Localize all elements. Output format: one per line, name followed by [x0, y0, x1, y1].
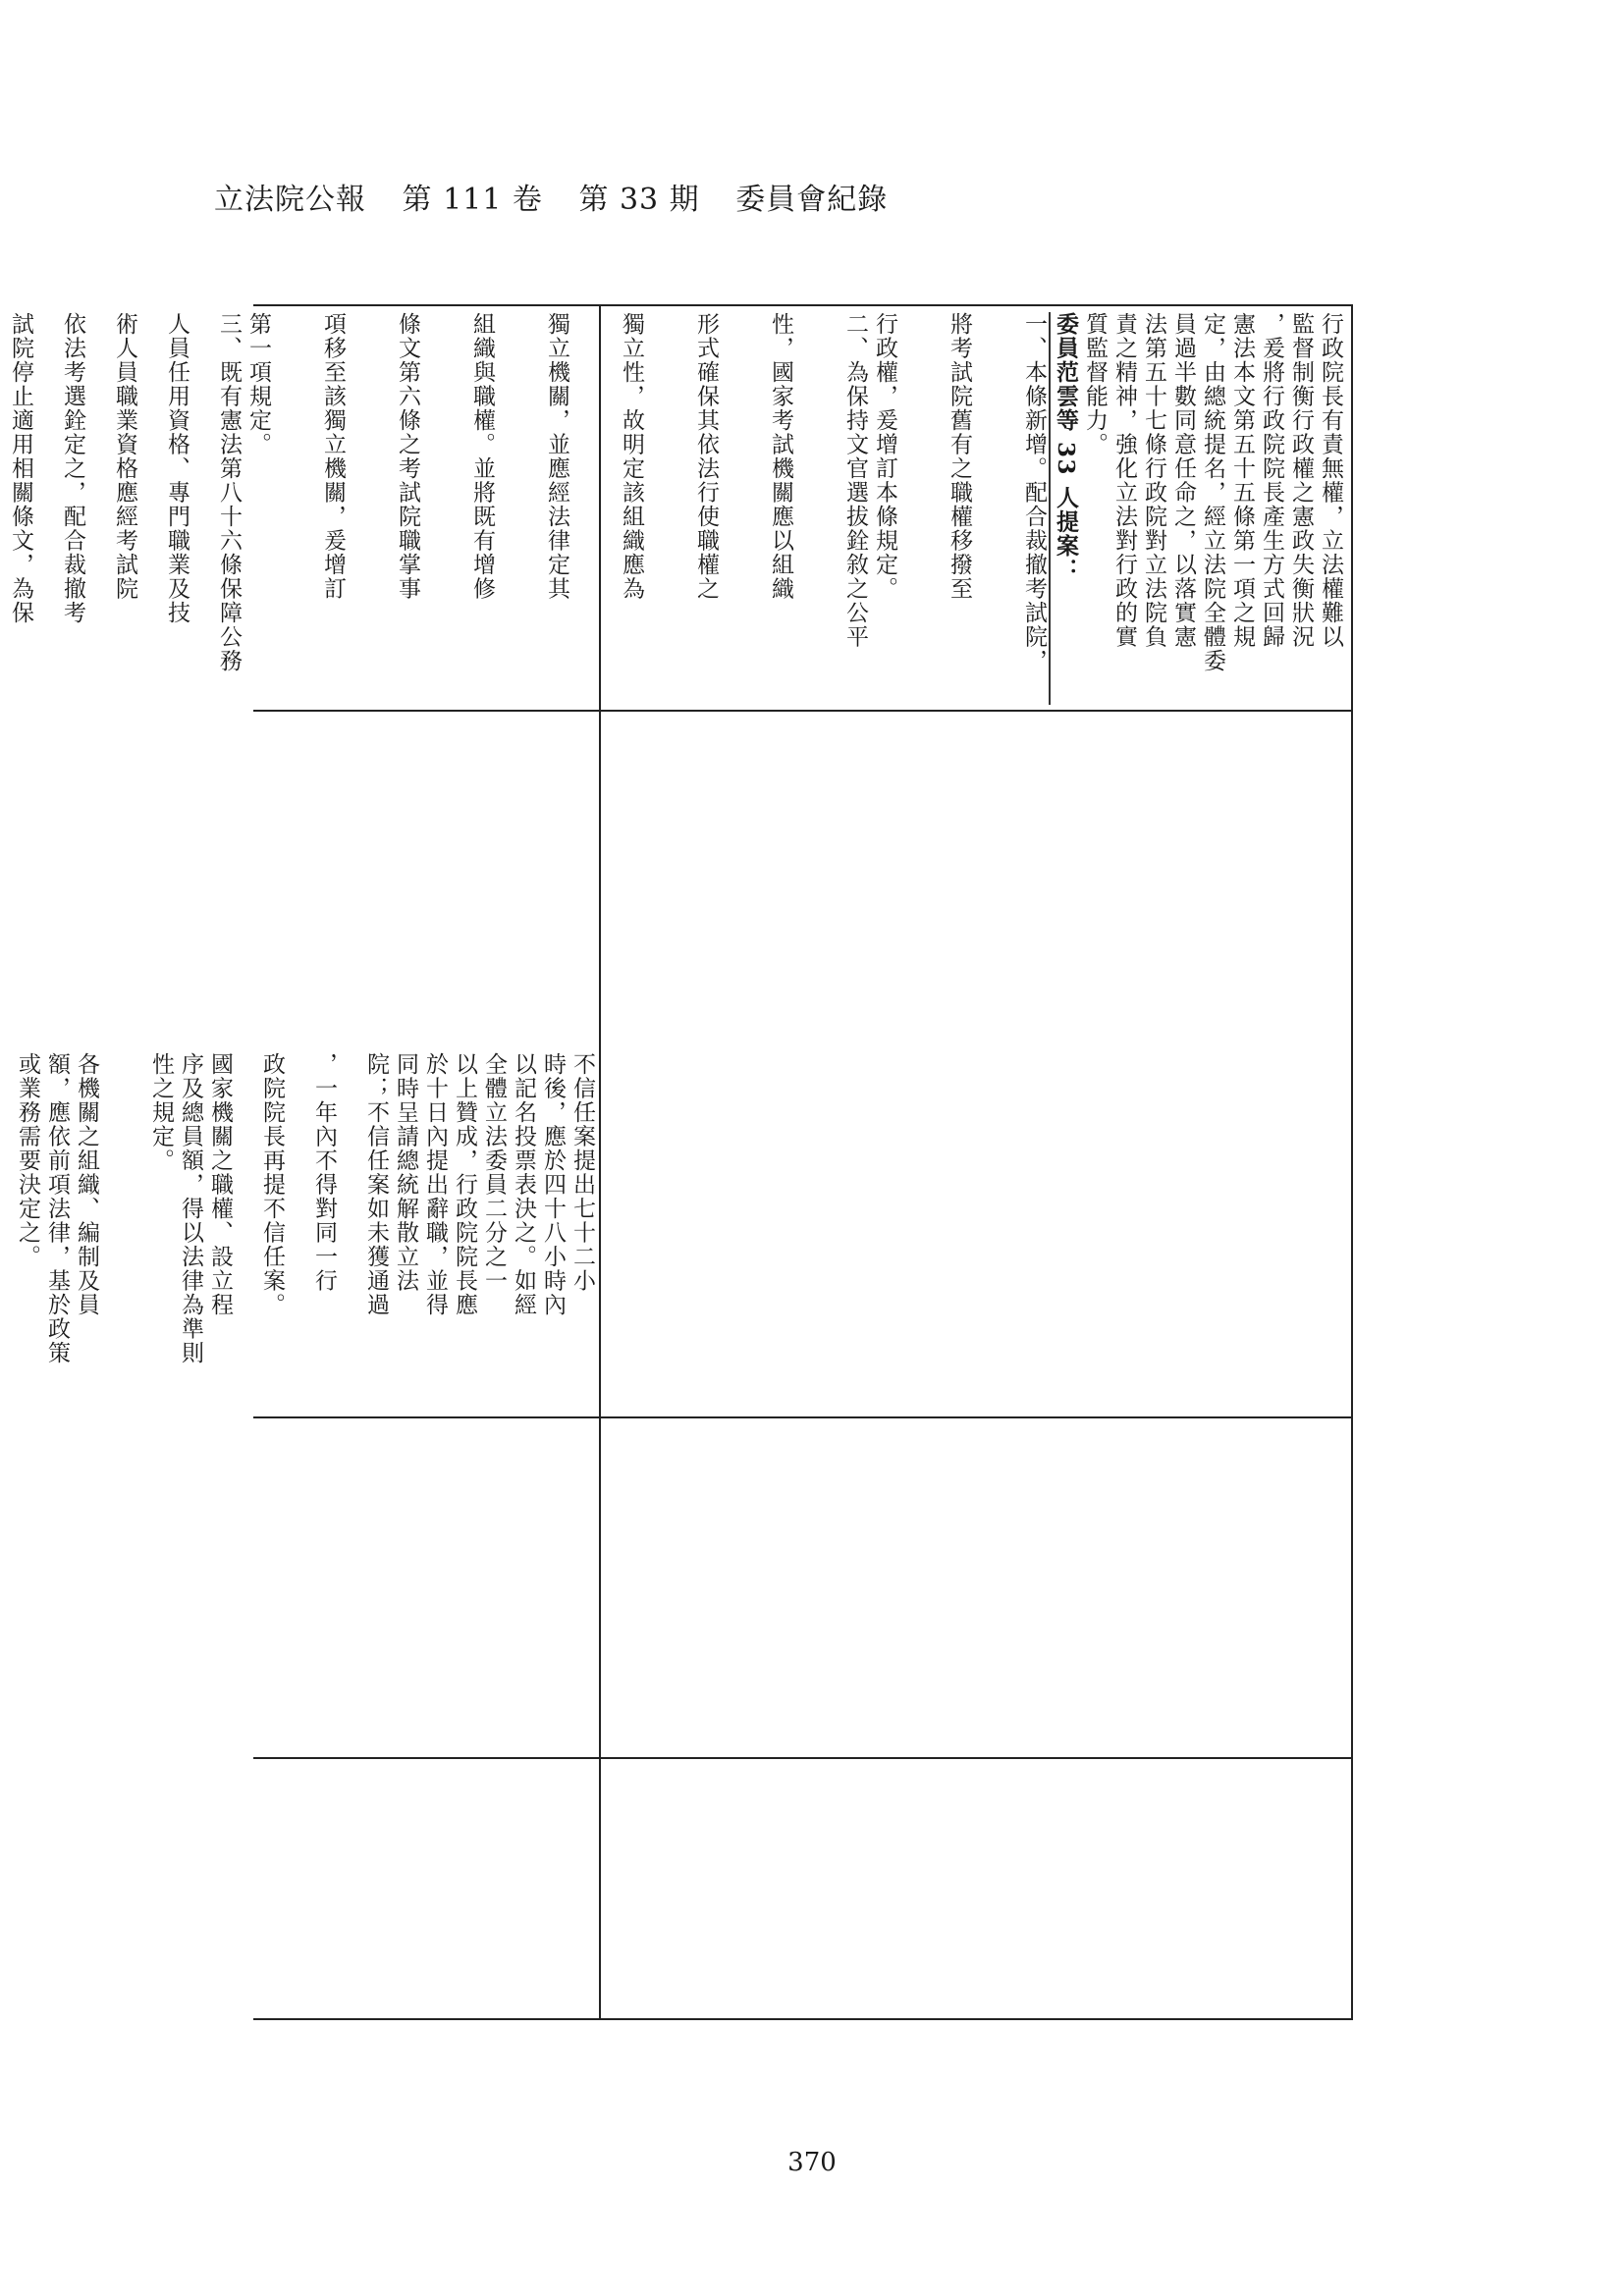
- text-line: ，爰將行政院院長產生方式回歸: [1259, 312, 1284, 649]
- text-line: 於十日內提出辭職，並得: [422, 1052, 448, 1317]
- text-line: 全體立法委員二分之一: [481, 1052, 507, 1293]
- text-line: 依法考選銓定之，配合裁撤考: [60, 312, 85, 625]
- publication-title: 立法院公報: [214, 183, 366, 217]
- text-line: 組織與職權。並將既有增修: [469, 312, 495, 601]
- text-line: 質監督能力。: [1082, 312, 1108, 456]
- text-line: 行政權，爰增訂本條規定。: [872, 312, 897, 601]
- text-line: 員過半數同意任命之，以落實憲: [1170, 312, 1196, 649]
- comparison-table: [8, 304, 1353, 2020]
- text-line: 以上贊成，行政院院長應: [452, 1052, 477, 1317]
- text-line: 同時呈請總統解散立法: [393, 1052, 418, 1293]
- page-header: [214, 175, 913, 218]
- section-label: 委員會紀錄: [735, 183, 889, 217]
- text-line: 形式確保其依法行使職權之: [693, 312, 719, 601]
- text-line: 人員任用資格、專門職業及技: [164, 312, 189, 625]
- text-line: 性，國家考試機關應以組織: [768, 312, 793, 601]
- article-text-cell: [15, 1052, 597, 1759]
- volume-label: 第 111 卷: [402, 183, 543, 217]
- proposer-heading: 委員范雲等 33 人提案：: [1053, 312, 1079, 582]
- table-border-bottom: [253, 2018, 1353, 2020]
- text-line: ，一年內不得對同一行: [311, 1052, 337, 1293]
- text-line: 憲法本文第五十五條第一項之規: [1229, 312, 1255, 649]
- text-line: 二、為保持文官選拔銓敘之公平: [842, 312, 868, 649]
- text-line: 各機關之組織、編制及員: [74, 1052, 99, 1317]
- text-line: 試院停止適用相關條文，為保: [8, 312, 33, 625]
- text-line: 獨立機關，並應經法律定其: [544, 312, 569, 601]
- table-border-top: [253, 304, 1353, 306]
- text-line: 將考試院舊有之職權移撥至: [947, 312, 972, 601]
- text-line: 時後，應於四十八小時內: [540, 1052, 566, 1317]
- text-line: 第一項規定。: [245, 312, 271, 456]
- table-border-right: [1351, 304, 1353, 2020]
- text-line: 術人員職業資格應經考試院: [112, 312, 137, 601]
- text-line: 定，由總統提名，經立法院全體委: [1200, 312, 1225, 673]
- text-line: 法第五十七條行政院對立法院負: [1141, 312, 1166, 649]
- text-line: 或業務需要決定之。: [15, 1052, 40, 1269]
- text-line: 一、本條新增。配合裁撤考試院，: [1019, 312, 1051, 705]
- text-line: 監督制衡行政權之憲政失衡狀況: [1288, 312, 1314, 649]
- text-line: 序及總員額，得以法律為準則: [178, 1052, 203, 1365]
- text-line: 以記名投票表決之。如經: [511, 1052, 536, 1317]
- text-line: 額，應依前項法律，基於政策: [44, 1052, 70, 1365]
- text-line: 項移至該獨立機關，爰增訂: [320, 312, 346, 601]
- explanation-cell: [8, 312, 1345, 705]
- text-line: 責之精神，強化立法對行政的實: [1111, 312, 1137, 649]
- text-line: 不信任案提出七十二小: [569, 1052, 595, 1293]
- text-line: 行政院長有責無權，立法權難以: [1318, 312, 1343, 649]
- column-divider: [599, 304, 601, 2020]
- text-line: 獨立性，故明定該組織應為: [619, 312, 644, 601]
- text-line: 三、既有憲法第八十六條保障公務: [216, 312, 242, 673]
- text-line: 性之規定。: [148, 1052, 174, 1173]
- text-line: 國家機關之職權、設立程: [207, 1052, 233, 1317]
- text-line: 政院院長再提不信任案。: [259, 1052, 285, 1317]
- issue-label: 第 33 期: [578, 183, 700, 217]
- row-divider-1: [253, 710, 1353, 712]
- page-number: 370: [787, 2148, 837, 2177]
- text-line: 條文第六條之考試院職掌事: [395, 312, 420, 601]
- text-line: 院；不信任案如未獲通過: [363, 1052, 389, 1317]
